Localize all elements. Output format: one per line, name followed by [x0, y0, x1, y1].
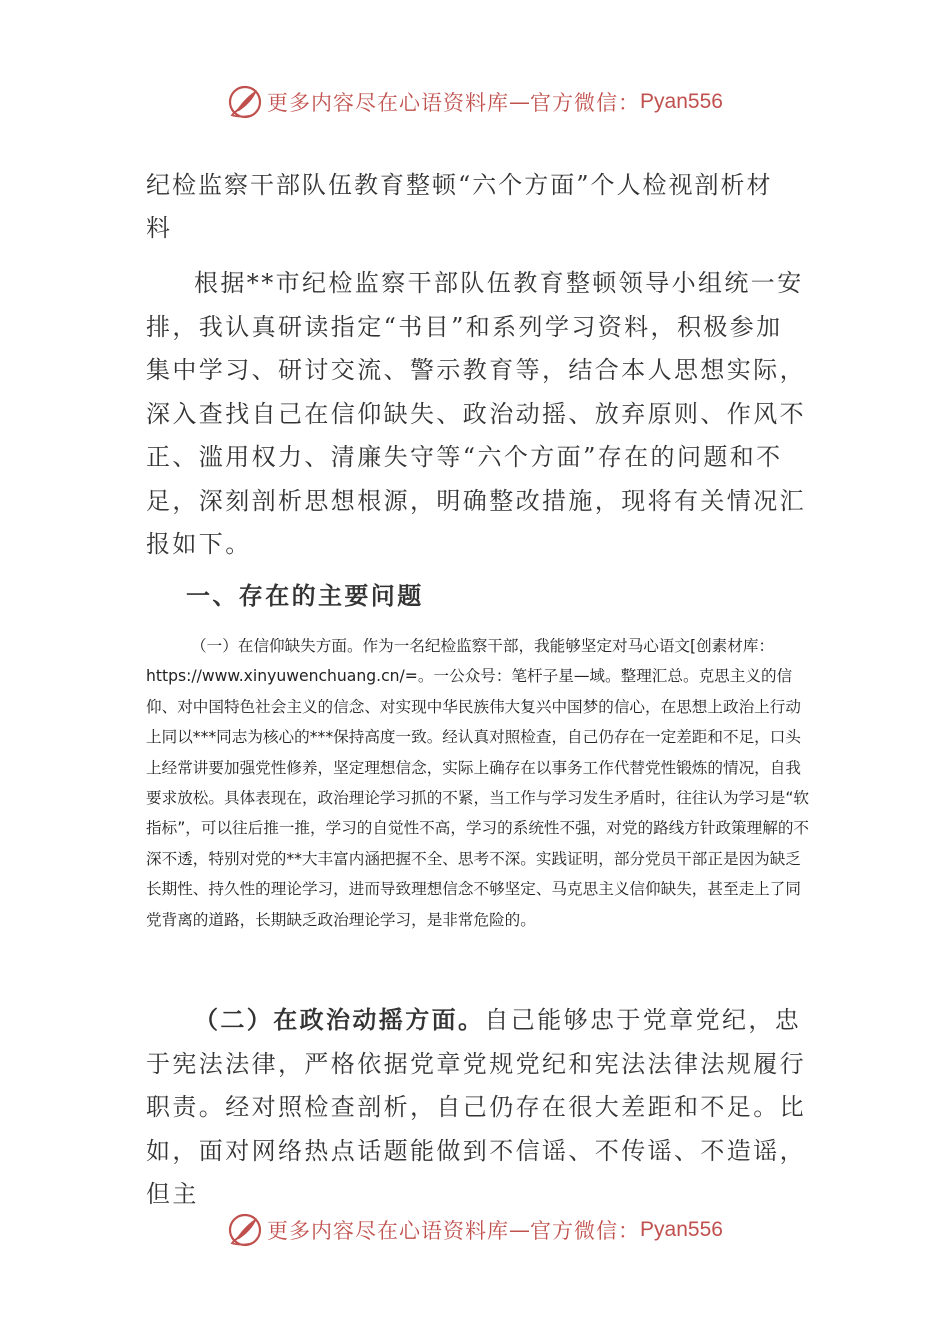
document-title: 纪检监察干部队伍教育整顿“六个方面”个人检视剖析材料	[146, 171, 773, 242]
item2-body: 自己能够忠于党章党纪，忠于宪法法律，严格依据党章党规党纪和宪法法律法规履行职责。经对照检查剖析，自己仍存在很大差距和不足。比如，面对网络热点话题能做到不信谣、不传谣、不造谣，但主	[146, 1006, 806, 1208]
banner-label: 官方微信：	[530, 1219, 641, 1243]
quill-pen-logo-icon	[227, 1212, 263, 1248]
quill-pen-logo-icon	[227, 84, 263, 120]
section-heading: 一、存在的主要问题	[186, 581, 424, 610]
item2-lead: （二）在政治动摇方面。	[194, 1005, 485, 1034]
item1-paragraph: （一）在信仰缺失方面。作为一名纪检监察干部，我能够坚定对马心语文[创素材库：https://www.xinyuwenchuang.cn/=。一公众号：笔杆子星—域。整理汇总。克思主义的信仰、对中国特色社会主义的信念、对实现中华民族伟大复兴中国梦的信心，在思想上政治上行动上同以***同志为核心的***保持高度一致。经认真对照检查，自己仍存在一定差距和不足，口头上经常讲要加强党性修养，坚定理想信念，实际上确存在以事务工作代替党性锻炼的情况，自我要求放松。具体表现在，政治理论学习抓的不紧，当工作与学习发生矛盾时，往往认为学习是“软指标”，可以往后推一推，学习的自觉性不高，学习的系统性不强，对党的路线方针政策理解的不深不透，特别对党的**大丰富内涵把握不全、思考不深。实践证明，部分党员干部正是因为缺乏长期性、持久性的理论学习，进而导致理想信念不够坚定、马克思主义信仰缺失，甚至走上了同党背离的道路，长期缺乏政治理论学习，是非常危险的。	[146, 637, 810, 929]
banner-text: 更多内容尽在心语资料库	[267, 91, 510, 115]
banner-id: Pyan556	[640, 1218, 723, 1241]
header-banner	[0, 82, 950, 122]
intro-paragraph: 根据**市纪检监察干部队伍教育整顿领导小组统一安排，我认真研读指定“书目”和系列学习资料，积极参加集中学习、研讨交流、警示教育等，结合本人思想实际，深入查找自己在信仰缺失、政治动摇、放弃原则、作风不正、滥用权力、清廉失守等“六个方面”存在的问题和不足，深刻剖析思想根源，明确整改措施，现将有关情况汇报如下。	[146, 269, 806, 558]
banner-text: 更多内容尽在心语资料库	[267, 1219, 510, 1243]
banner-id: Pyan556	[640, 90, 723, 113]
banner-separator: —	[509, 1218, 531, 1242]
item2-paragraph	[146, 998, 806, 1217]
banner-label: 官方微信：	[530, 91, 641, 115]
footer-banner	[0, 1210, 950, 1250]
banner-separator: —	[509, 90, 531, 114]
